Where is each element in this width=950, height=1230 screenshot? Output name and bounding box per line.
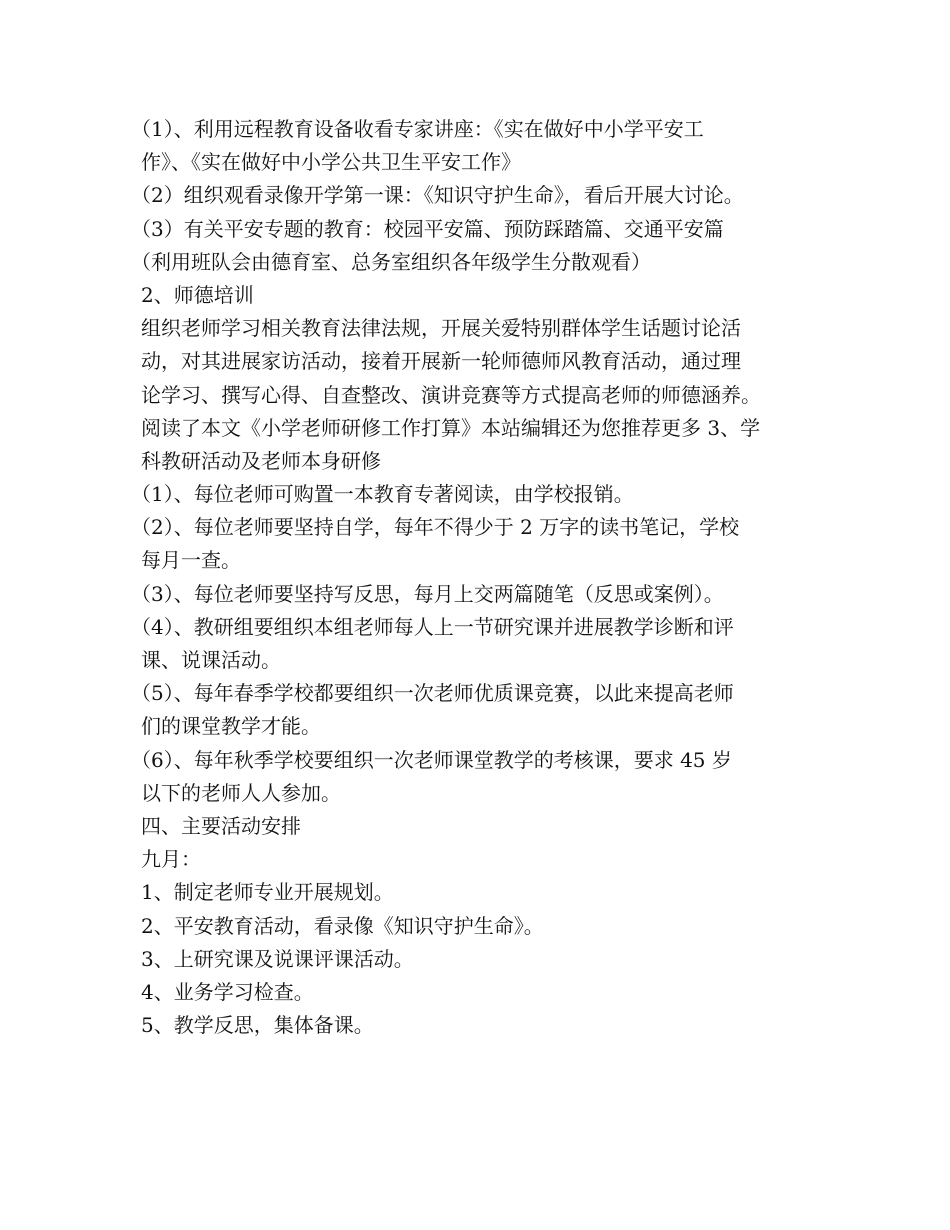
text-line: 科教研活动及老师本身研修 [141,448,381,473]
list-item: 1、制定老师专业开展规划。 [141,880,394,905]
text-line: 以下的老师人人参加。 [141,780,341,805]
text-line: （利用班队会由德育室、总务室组织各年级学生分散观看） [131,249,651,274]
list-item: （1）、每位老师可购置一本教育专著阅读，由学校报销。 [131,482,634,507]
list-item: （2）、每位老师要坚持自学，每年不得少于 2 万字的读书笔记，学校 [131,515,740,540]
text-line: （1）、利用远程教育设备收看专家讲座：《实在做好中小学平安工 [131,117,704,141]
text-line: 论学习、撰写心得、自查整改、演讲竞赛等方式提高老师的师德涵养。 [141,382,761,407]
text-line: 每月一查。 [141,548,241,573]
text-line: （3）有关平安专题的教育：校园平安篇、预防踩踏篇、交通平安篇 [131,216,724,241]
list-item: （5）、每年春季学校都要组织一次老师优质课竞赛，以此来提高老师 [131,681,734,706]
list-item: 5、教学反思，集体备课。 [141,1013,374,1038]
list-item: 4、业务学习检查。 [141,979,314,1004]
list-item: （3）、每位老师要坚持写反思，每月上交两篇随笔（反思或案例）。 [131,581,724,606]
text-line: 作》、《实在做好中小学公共卫生平安工作》 [141,150,521,175]
text-line: （2）组织观看录像开学第一课：《知识守护生命》，看后开展大讨论。 [131,183,744,208]
text-line: 们的课堂教学才能。 [141,714,321,739]
text-line: 阅读了本文《小学老师研修工作打算》本站编辑还为您推荐更多 3、学 [141,415,761,440]
list-item: 2、平安教育活动，看录像《知识守护生命》。 [141,913,544,938]
text-line: 组织老师学习相关教育法律法规，开展关爱特别群体学生话题讨论活 [141,316,741,341]
section-heading: 2、师德培训 [141,282,254,307]
list-item: （6）、每年秋季学校要组织一次老师课堂教学的考核课，要求 45 岁 [131,747,732,772]
document-body [131,113,817,1042]
text-line: 课、说课活动。 [141,648,281,672]
list-item: 3、上研究课及说课评课活动。 [141,946,414,971]
section-heading: 四、主要活动安排 [141,813,301,838]
month-heading: 九月： [141,847,201,872]
text-line: 动，对其进展家访活动，接着开展新一轮师德师风教育活动，通过理 [141,349,741,374]
list-item: （4）、教研组要组织本组老师每人上一节研究课并进展教学诊断和评 [131,614,734,639]
